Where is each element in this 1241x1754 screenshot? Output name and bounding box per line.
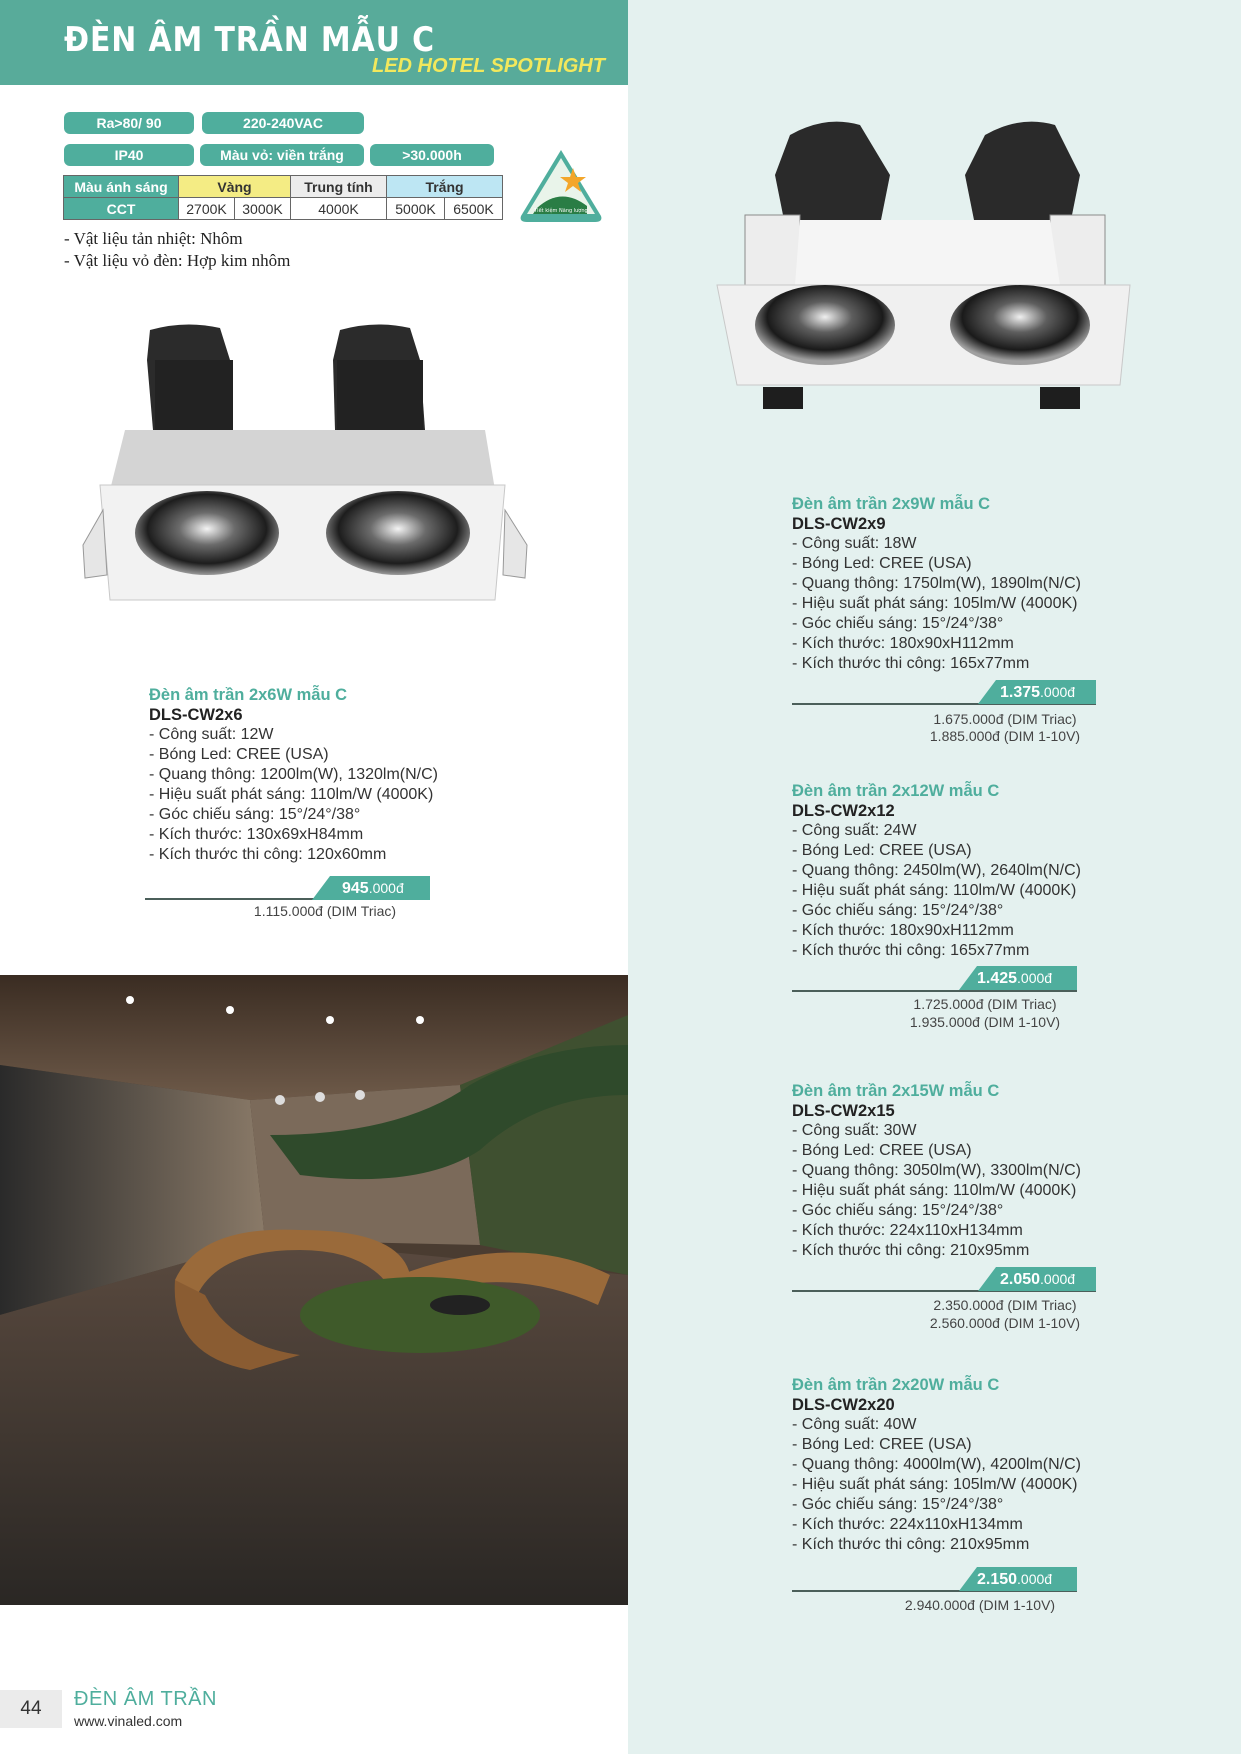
price-tag [977, 1567, 1077, 1591]
product-spec: - Kích thước: 224x110xH134mm [792, 1222, 1023, 1239]
cct-value: 5000K [387, 198, 445, 220]
cct-value: 2700K [179, 198, 235, 220]
product-spec: - Bóng Led: CREE (USA) [149, 746, 329, 763]
cct-group-cool: Trắng [387, 176, 503, 198]
product-spec: - Kích thước: 130x69xH84mm [149, 826, 364, 843]
spec-ra-badge: Ra>80/ 90 [64, 112, 194, 134]
product-spec: - Kích thước: 180x90xH112mm [792, 635, 1014, 652]
product-spec: - Quang thông: 4000lm(W), 4200lm(N/C) [792, 1456, 1081, 1473]
product-code: DLS-CW2x15 [792, 1102, 895, 1120]
product-spec: - Công suất: 24W [792, 822, 917, 839]
product-code: DLS-CW2x20 [792, 1396, 895, 1414]
product-name: Đèn âm trần 2x6W mẫu C [149, 686, 348, 704]
product-card-2x9 [792, 494, 1122, 674]
cct-group-warm: Vàng [179, 176, 291, 198]
product-spec: - Công suất: 40W [792, 1416, 917, 1433]
price-suffix: .000đ [1017, 970, 1053, 986]
product-spec: - Quang thông: 2450lm(W), 2640lm(N/C) [792, 862, 1081, 879]
product-spec: - Bóng Led: CREE (USA) [792, 842, 972, 859]
cct-row2-label: CCT [64, 198, 179, 220]
dim-price: 2.940.000đ (DIM 1-10V) [904, 1597, 1056, 1613]
product-spec: - Kích thước: 224x110xH134mm [792, 1516, 1023, 1533]
footer-website: www.vinaled.com [74, 1713, 183, 1729]
product-spec: - Góc chiếu sáng: 15°/24°/38° [792, 1496, 1004, 1513]
product-card-2x15 [792, 1081, 1122, 1261]
product-spec: - Quang thông: 1750lm(W), 1890lm(N/C) [792, 575, 1081, 592]
product-spec: - Góc chiếu sáng: 15°/24°/38° [792, 1202, 1004, 1219]
product-name: Đèn âm trần 2x9W mẫu C [792, 495, 991, 513]
product-image-2x6 [75, 320, 535, 610]
dim-price: 1.115.000đ (DIM Triac) [253, 903, 397, 919]
price-tag [977, 966, 1077, 990]
product-spec: - Góc chiếu sáng: 15°/24°/38° [149, 806, 361, 823]
dim-price: 1.725.000đ (DIM Triac) [913, 996, 1057, 1012]
product-spec: - Kích thước thi công: 210x95mm [792, 1536, 1030, 1553]
price-suffix: .000đ [1040, 1271, 1076, 1287]
product-spec: - Kích thước thi công: 165x77mm [792, 942, 1030, 959]
material-line: - Vật liệu tản nhiệt: Nhôm [64, 229, 243, 248]
price-tag [330, 876, 430, 900]
dim-price: 1.935.000đ (DIM 1-10V) [909, 1014, 1061, 1030]
product-spec: - Góc chiếu sáng: 15°/24°/38° [792, 902, 1004, 919]
product-spec: - Kích thước thi công: 210x95mm [792, 1242, 1030, 1259]
product-spec: - Công suất: 12W [149, 726, 274, 743]
spec-housing-badge: Màu vỏ: viền trắng [200, 144, 364, 166]
price-main: 2.150 [977, 1571, 1018, 1588]
price-suffix: .000đ [1017, 1571, 1053, 1587]
page-title: ĐÈN ÂM TRẦN MẪU C [64, 20, 435, 60]
price-tag [996, 680, 1096, 704]
spec-ip-badge: IP40 [64, 144, 194, 166]
cct-row1-label: Màu ánh sáng [64, 176, 179, 198]
price-main: 2.050 [1000, 1271, 1041, 1288]
price-main: 945 [342, 880, 369, 897]
product-name: Đèn âm trần 2x20W mẫu C [792, 1376, 1000, 1394]
dim-price: 1.885.000đ (DIM 1-10V) [929, 728, 1081, 744]
product-spec: - Công suất: 18W [792, 535, 917, 552]
cct-value: 6500K [445, 198, 503, 220]
cct-table [63, 175, 503, 220]
product-code: DLS-CW2x6 [149, 706, 243, 724]
hotel-lobby-photo [0, 975, 628, 1605]
product-name: Đèn âm trần 2x15W mẫu C [792, 1082, 1000, 1100]
energy-saving-badge-icon [517, 146, 605, 226]
product-image-2x9 [715, 115, 1135, 415]
cct-value: 3000K [235, 198, 291, 220]
product-name: Đèn âm trần 2x12W mẫu C [792, 782, 1000, 800]
price-main: 1.375 [1000, 684, 1041, 701]
product-code: DLS-CW2x12 [792, 802, 895, 820]
product-spec: - Kích thước thi công: 120x60mm [149, 846, 387, 863]
price-main: 1.425 [977, 970, 1018, 987]
product-code: DLS-CW2x9 [792, 515, 886, 533]
dim-price: 2.350.000đ (DIM Triac) [933, 1297, 1077, 1313]
product-spec: - Bóng Led: CREE (USA) [792, 1142, 972, 1159]
product-spec: - Hiệu suất phát sáng: 110lm/W (4000K) [149, 786, 434, 803]
cct-value: 4000K [291, 198, 387, 220]
product-spec: - Quang thông: 3050lm(W), 3300lm(N/C) [792, 1162, 1081, 1179]
material-line: - Vật liệu vỏ đèn: Hợp kim nhôm [64, 251, 291, 270]
price-tag [996, 1267, 1096, 1291]
cct-group-neutral: Trung tính [291, 176, 387, 198]
product-spec: - Hiệu suất phát sáng: 110lm/W (4000K) [792, 882, 1077, 899]
product-spec: - Góc chiếu sáng: 15°/24°/38° [792, 615, 1004, 632]
page-number: 44 [0, 1690, 62, 1728]
product-card-2x12 [792, 781, 1122, 961]
price-underline [792, 990, 1077, 992]
product-spec: - Hiệu suất phát sáng: 105lm/W (4000K) [792, 1476, 1078, 1493]
product-spec: - Kích thước thi công: 165x77mm [792, 655, 1030, 672]
price-suffix: .000đ [1040, 684, 1076, 700]
badge-text: Tiết kiệm Năng lượng [534, 208, 588, 214]
spec-lifetime-badge: >30.000h [370, 144, 494, 166]
product-spec: - Kích thước: 180x90xH112mm [792, 922, 1014, 939]
spec-voltage-badge: 220-240VAC [202, 112, 364, 134]
product-card-2x20 [792, 1375, 1122, 1555]
footer-section-title: ĐÈN ÂM TRẦN [74, 1688, 217, 1710]
product-spec: - Quang thông: 1200lm(W), 1320lm(N/C) [149, 766, 438, 783]
product-card-2x6 [149, 685, 479, 865]
dim-price: 1.675.000đ (DIM Triac) [933, 711, 1077, 727]
product-spec: - Hiệu suất phát sáng: 105lm/W (4000K) [792, 595, 1078, 612]
product-spec: - Công suất: 30W [792, 1122, 917, 1139]
page-subtitle: LED HOTEL SPOTLIGHT [372, 55, 605, 77]
dim-price: 2.560.000đ (DIM 1-10V) [929, 1315, 1081, 1331]
product-spec: - Bóng Led: CREE (USA) [792, 1436, 972, 1453]
product-spec: - Bóng Led: CREE (USA) [792, 555, 972, 572]
price-suffix: .000đ [368, 880, 404, 896]
product-spec: - Hiệu suất phát sáng: 110lm/W (4000K) [792, 1182, 1077, 1199]
